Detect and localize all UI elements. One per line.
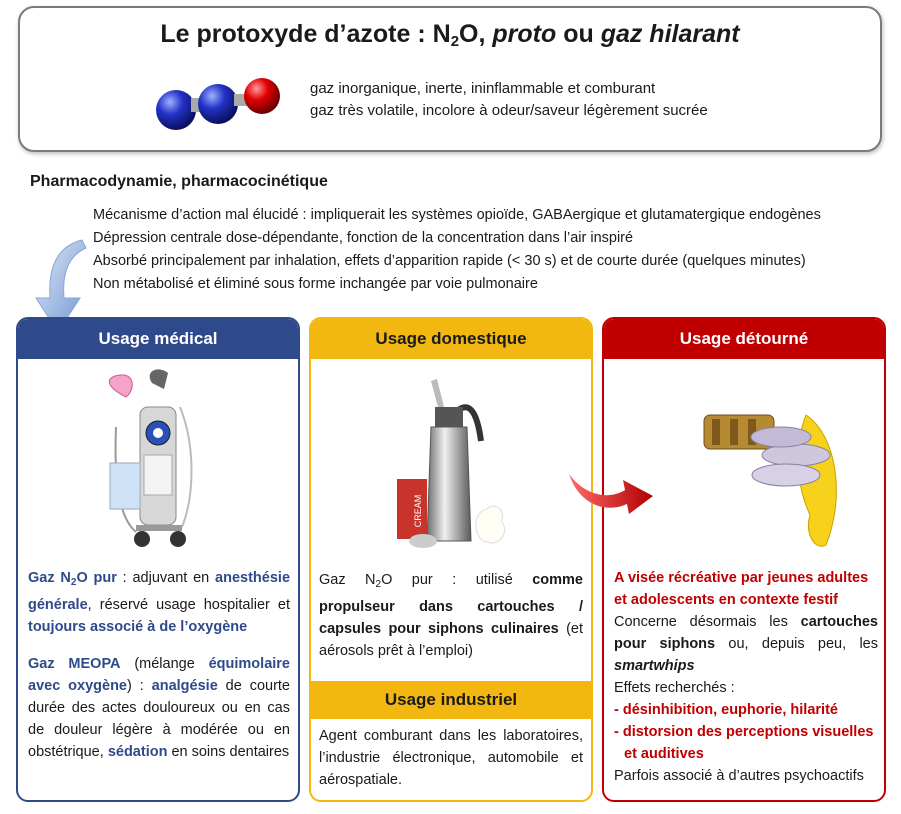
recreational-intro: A visée récréative par jeunes adultes et adolescents en contexte festif [614, 570, 869, 608]
equimolar-text: équimolaire avec oxygène [28, 656, 290, 694]
list-item: - désinhibition, euphorie, hilarité [614, 702, 838, 718]
text: (mélange [120, 656, 209, 672]
industrial-paragraph: Agent comburant dans les laboratoires, l’industrie électronique, automobile et aérospatiale. [319, 728, 583, 788]
diverted-heading: Usage détourné [604, 319, 884, 359]
text: ou, depuis peu, les [715, 636, 878, 652]
oxygen-note: toujours associé à de l’oxygène [28, 619, 248, 635]
effects-list [614, 699, 878, 765]
text: en soins dentaires [167, 744, 290, 760]
pharma-line: Non métabolisé et éliminé sous forme inchangée par voie pulmonaire [93, 276, 538, 292]
meopa-label: Gaz MEOPA [28, 656, 121, 672]
domestic-heading: Usage domestique [311, 319, 591, 359]
medical-gas-cart-illustration [96, 367, 216, 557]
medical-panel [16, 317, 300, 802]
gas-properties [310, 78, 708, 122]
effects-label: Effets recherchés : [614, 680, 735, 696]
medical-o-pur: O pur [76, 570, 117, 586]
property-line-1: gaz inorganique, inerte, ininflammable et comburant [310, 80, 656, 97]
n2o-molecule-illustration [146, 68, 286, 138]
title-box [18, 6, 882, 152]
cream-can-label: CREAM [413, 494, 423, 528]
diverted-text [614, 567, 878, 787]
title-proto: proto [492, 20, 557, 48]
medical-meopa-paragraph [28, 653, 290, 763]
cartridges-note [614, 611, 878, 677]
pharma-lines [93, 204, 821, 296]
propellant-text: comme propulseur dans cartouches / capsules pour siphons culinaires [319, 572, 583, 637]
text: ) : [127, 678, 152, 694]
industrial-heading: Usage industriel [311, 681, 591, 719]
whipped-cream-siphon-illustration [391, 371, 511, 561]
title-text: Le protoxyde d’azote : N [160, 20, 451, 48]
property-line-2: gaz très volatile, incolore à odeur/saveur légèrement sucrée [310, 102, 708, 119]
text: (et aérosols prêt à l’emploi) [319, 621, 584, 659]
page-title [20, 20, 880, 50]
text: de courte durée des actes douloureux ou en cas de douleur légère à modérée ou en obstétrique, [28, 678, 290, 760]
diverted-panel [602, 317, 886, 802]
text: : adjuvant en [116, 570, 216, 586]
anesthesia-text: anesthésie générale [28, 570, 291, 613]
smartwhips-text: smartwhips [614, 658, 695, 674]
text: O pur : utilisé [381, 572, 533, 588]
domestic-panel [309, 317, 593, 802]
text: Gaz N [319, 572, 376, 588]
medical-gaz-label: Gaz N [28, 570, 71, 586]
pharma-line: Mécanisme d’action mal élucidé : impliquerait les systèmes opioïde, GABAergique et glutamatergique endogènes [93, 207, 821, 223]
sedation-text: sédation [107, 744, 168, 760]
cartridges-text: cartouches pour siphons [614, 614, 878, 652]
subscript: 2 [375, 579, 382, 590]
medical-heading: Usage médical [18, 319, 298, 359]
red-curved-arrow-icon [565, 460, 655, 516]
pharma-line: Dépression centrale dose-dépendante, fonction de la concentration dans l’air inspiré [93, 230, 634, 246]
title-subscript: 2 [450, 33, 460, 50]
title-text-o: O, [459, 20, 493, 48]
pharma-title: Pharmacodynamie, pharmacocinétique [30, 173, 328, 190]
subscript: 2 [70, 577, 77, 588]
text: Concerne désormais les [614, 614, 801, 630]
analgesia-text: analgésie [151, 678, 218, 694]
domestic-paragraph [319, 569, 583, 662]
list-item: - distorsion des perceptions visuelles et auditives [614, 724, 874, 762]
psychoactive-note: Parfois associé à d’autres psychoactifs [614, 768, 864, 784]
text: , réservé usage hospitalier et [87, 597, 290, 613]
pharma-line: Absorbé principalement par inhalation, effets d’apparition rapide (< 30 s) et de courte durée (quelques minutes) [93, 253, 806, 269]
medical-n2o-paragraph [28, 567, 290, 638]
title-ou: ou [556, 20, 601, 48]
title-gaz-hilarant: gaz hilarant [600, 20, 740, 48]
cartridges-and-balloon-illustration [686, 375, 876, 555]
